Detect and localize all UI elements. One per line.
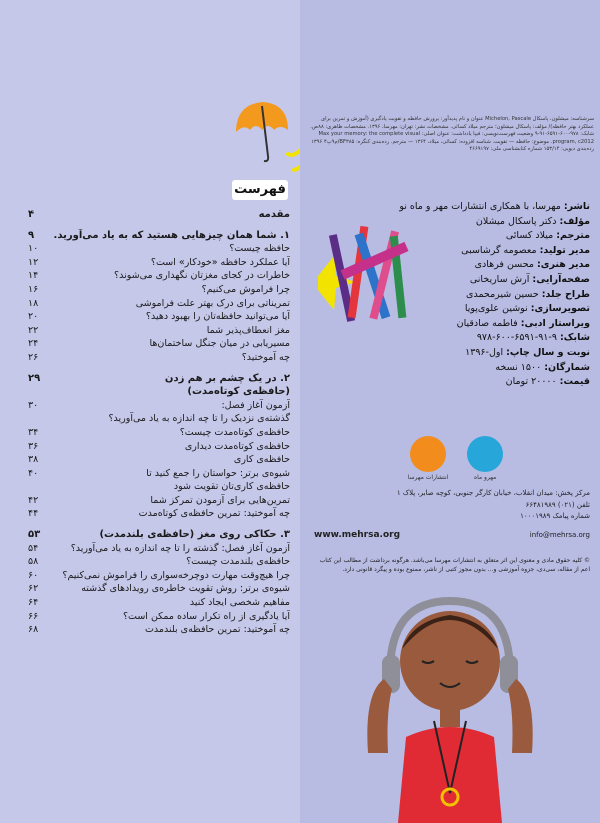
mehromah-logo-icon: [467, 436, 503, 472]
credit-key: شابک:: [559, 332, 590, 344]
toc-page-number: ۲۹: [28, 372, 41, 384]
toc-page-number: ۶۴: [28, 597, 39, 609]
toc-entry-title: شیوه‌ی برتر: روش تقویت خاطره‌ی رویدادهای گذشته: [81, 583, 290, 595]
toc-row: [28, 507, 290, 521]
toc-row: [28, 582, 290, 596]
credit-value: مهرسا، با همکاری انتشارات مهر و ماه نو: [399, 201, 564, 212]
toc-entry-title: حافظه چیست؟: [229, 243, 290, 255]
toc-row: [28, 269, 290, 283]
toc-entry-title: آزمون آغاز فصل: گذشته را تا چه اندازه به یاد می‌آورید؟: [70, 542, 290, 554]
credit-key: مدیر تولید:: [539, 244, 590, 256]
credit-value: نوشین علوی‌پویا: [464, 303, 531, 315]
credit-line: [308, 258, 590, 273]
credit-key: شمارگان:: [544, 361, 590, 373]
mehromah-logo-label: مهرو ماه: [473, 474, 497, 481]
credit-line: [308, 288, 590, 303]
table-of-contents: [28, 208, 290, 637]
credit-value: ۱۵۰۰ نسخه: [495, 361, 545, 373]
toc-entry-title: آزمون آغاز فصل:: [221, 399, 290, 411]
toc-entry-title: ۱. شما همان چیزهایی هستید که به یاد می‌آورید.: [53, 229, 290, 241]
toc-entry-title: چه آموختید؟: [241, 351, 290, 363]
credit-key: مدیر هنری:: [536, 259, 590, 271]
credit-value: معصومه گرشاسبی: [461, 244, 540, 256]
toc-chapter-row: [28, 528, 290, 542]
address: مرکز پخش: میدان انقلاب، خیابان کارگر جنوبی، کوچه صابر، پلاک ۱: [396, 489, 590, 497]
toc-page-number: ۶۲: [28, 583, 39, 595]
credit-value: حسین شیرمحمدی: [466, 288, 542, 300]
publisher-logos: [402, 436, 511, 483]
toc-entry-title: تمرین‌هایی برای آزمودن تمرکز شما: [150, 494, 290, 506]
credit-key: طراح جلد:: [541, 288, 590, 300]
toc-row: [28, 324, 290, 338]
toc-page-number: ۳۸: [28, 454, 39, 466]
toc-row: [28, 412, 290, 426]
credit-value: فاطمه صادقیان: [456, 317, 521, 329]
toc-row: [28, 242, 290, 256]
credit-key: نوبت و سال چاپ:: [506, 346, 590, 358]
credit-value: آرش ساریخانی: [469, 273, 533, 285]
mehrsa-logo-icon: [410, 436, 446, 472]
credit-value: محسن فرهادی: [474, 259, 537, 271]
credit-line: [308, 244, 590, 259]
toc-row: [28, 256, 290, 270]
credit-line: [308, 200, 590, 215]
credit-line: [308, 317, 590, 332]
toc-row: [28, 542, 290, 556]
credit-line: [308, 331, 590, 346]
website-link[interactable]: www.mehrsa.org: [314, 530, 401, 540]
toc-row: [28, 480, 290, 494]
copyright-notice: © کلیه حقوق مادی و معنوی این اثر متعلق به انتشارات مهرسا می‌باشد. هرگونه برداشت از مطالب این کتاب اعم از مقاله، سی‌دی، جزوه آموزشی و... بدون مجوز کتبی از ناشر، ممنوع بوده و پیگرد قانونی دارد.: [319, 557, 590, 573]
toc-row: [28, 297, 290, 311]
credit-line: [308, 229, 590, 244]
credit-key: مؤلف:: [559, 215, 590, 227]
catalog-record: سرشناسه: میشلون، پاسکال Michelon, Pascale عنوان و نام پدیدآور: پرورش حافظه و تقویت یادگیری (آموزش و تمرین برای عملکرد بهتر حافظه)/ مؤلف: پاسکال میشلون؛ مترجم میلاد کسائی. مشخصات نشر: تهران: مهرسا، ۱۳۹۶. مشخصات ظاهری: ۸۸ص. شابک: ۹۷۸-۶۰۰-۶۵۹۱-۹۱-۹ وضعیت فهرست‌نویسی: فیپا یادداشت: عنوان اصلی: Max your memory: the complete visual program, c2012. موضوع: حافظه — تقویت. شناسه افزوده: کسائی، میلاد، ۱۳۶۴ — مترجم. رده‌بندی کنگره: BF۳۸۵/م۹پ۴ ۱۳۹۶ رده‌بندی دیویی: ۱۵۳/۱۴ شماره کتابشناسی ملی: ۴۶۶۹۱۹۷: [310, 116, 594, 153]
toc-row: [28, 596, 290, 610]
toc-page-number: ۵۳: [28, 529, 41, 541]
credit-key: تصویرسازی:: [530, 303, 590, 315]
toc-page-number: ۴۴: [28, 508, 39, 520]
phone-line: [310, 500, 590, 512]
toc-entry-title: مغز انعطاف‌پذیر شما: [206, 324, 290, 336]
toc-page-number: ۶۰: [28, 569, 39, 581]
sms-label: شماره پیامک: [552, 512, 590, 520]
toc-page-number: ۲۴: [28, 338, 39, 350]
toc-chapter-row: [28, 208, 290, 222]
credit-line: [308, 375, 590, 390]
toc-page-number: ۵۸: [28, 556, 39, 568]
toc-entry-title: آیا می‌توانید حافظه‌تان را بهبود دهید؟: [145, 311, 290, 323]
toc-entry-title: چرا هیچ‌وقت مهارت دوچرخه‌سواری را فراموش نمی‌کنیم؟: [62, 569, 290, 581]
toc-page-number: ۳۶: [28, 440, 39, 452]
credit-line: [308, 273, 590, 288]
toc-page-number: ۶۶: [28, 610, 39, 622]
credit-value: میلاد کسائی: [505, 230, 557, 242]
toc-entry-title: چه آموختید: تمرین حافظه‌ی بلندمدت: [144, 624, 290, 636]
credit-value: ۲۰۰۰۰ تومان: [505, 376, 560, 388]
toc-row: [28, 467, 290, 481]
credit-line: [308, 346, 590, 361]
credit-line: [308, 361, 590, 376]
credit-value: اول-۱۳۹۶: [465, 346, 507, 358]
contact-info: [310, 488, 590, 540]
toc-row: [28, 351, 290, 365]
toc-entry-title: ۲. در یک چشم بر هم زدن: [164, 372, 290, 384]
toc-page-number: ۹: [28, 229, 35, 241]
toc-page-number: ۳۴: [28, 426, 39, 438]
toc-page-number: ۱۲: [28, 256, 39, 268]
credit-key: ویراستار ادبی:: [520, 317, 590, 329]
toc-page-number: ۳۰: [28, 399, 39, 411]
toc-row: [28, 453, 290, 467]
toc-entry-title: حافظه‌ی کاری: [233, 454, 290, 466]
toc-page-number: ۱۸: [28, 297, 39, 309]
toc-page-number: ۲۰: [28, 311, 39, 323]
toc-page-number: ۲۶: [28, 351, 39, 363]
toc-entry-title: گذشته‌ی نزدیک را تا چه اندازه به یاد می‌آورید؟: [108, 413, 290, 425]
toc-entry-title: چه آموختید: تمرین حافظه‌ی کوتاه‌مدت: [138, 508, 290, 520]
toc-title: فهرست: [232, 180, 288, 200]
toc-entry-title: ۳. حکاکی روی مغز (حافظه‌ی بلندمدت): [99, 529, 290, 541]
credit-key: ناشر:: [563, 201, 590, 212]
toc-entry-title: مفاهیم شخصی ایجاد کنید: [189, 597, 290, 609]
toc-row: [28, 494, 290, 508]
credits-list: [308, 200, 590, 390]
toc-row: [28, 283, 290, 297]
toc-entry-title: چرا فراموش می‌کنیم؟: [201, 283, 290, 295]
toc-entry-title: حافظه‌ی کوتاه‌مدت دیداری: [184, 440, 290, 452]
toc-entry-title: مقدمه: [258, 209, 290, 220]
toc-row: [28, 555, 290, 569]
toc-row: [28, 399, 290, 413]
headphone-person-illustration: [360, 593, 540, 823]
toc-page-number: ۱۰: [28, 243, 39, 255]
toc-row: [28, 337, 290, 351]
phone-label: تلفن: [576, 500, 590, 509]
credit-key: قیمت:: [559, 376, 590, 388]
toc-row: [28, 426, 290, 440]
toc-page-number: ۴: [28, 209, 35, 220]
toc-row: [28, 310, 290, 324]
credit-line: [308, 215, 590, 230]
toc-entry-title: حافظه‌ی کوتاه‌مدت چیست؟: [179, 426, 290, 438]
toc-page-number: ۱۶: [28, 283, 39, 295]
toc-row: [28, 623, 290, 637]
sms-line: [310, 511, 590, 523]
toc-page-number: ۴۰: [28, 467, 39, 479]
toc-page-number: ۵۴: [28, 542, 39, 554]
toc-entry-title: (حافظه‌ی کوتاه‌مدت): [187, 386, 290, 398]
toc-entry-title: خاطرات در کجای مغزتان نگهداری می‌شوند؟: [114, 270, 290, 282]
credit-key: صفحه‌آرایی:: [532, 273, 590, 285]
toc-page-number: ۴۲: [28, 494, 39, 506]
toc-entry-title: مسیریابی در میان جنگل ساختمان‌ها: [149, 338, 290, 350]
toc-page-number: ۶۸: [28, 624, 39, 636]
toc-row: [28, 440, 290, 454]
mehrsa-logo-label: انتشارات مهرسا: [407, 474, 449, 481]
credit-value: ۹-۹۱-۶۵۹۱-۶۰۰-۹۷۸: [476, 332, 560, 344]
toc-chapter-row: [28, 385, 290, 399]
sms-number: ۱۰۰۰۱۹۸۹: [520, 512, 551, 520]
toc-entry-title: شیوه‌ی برتر: حواستان را جمع کنید تا: [146, 467, 290, 479]
phone-number: (۰۲۱) ۶۶۴۸۱۹۸۹: [525, 500, 575, 509]
toc-entry-title: حافظه‌ی کاری‌تان تقویت شود: [173, 481, 290, 493]
toc-entry-title: تمریناتی برای درک بهتر علت فراموشی: [135, 297, 290, 309]
toc-entry-title: حافظه‌ی بلندمدت چیست؟: [186, 556, 290, 568]
credit-line: [308, 302, 590, 317]
toc-row: [28, 610, 290, 624]
email-link[interactable]: info@mehrsa.org: [529, 531, 590, 539]
credit-value: دکتر پاسکال میشلان: [475, 215, 560, 227]
credit-key: مترجم:: [556, 230, 590, 242]
toc-page-number: ۲۲: [28, 324, 39, 336]
toc-entry-title: آیا عملکرد حافظه «خودکار» است؟: [150, 256, 290, 268]
toc-page-number: ۱۴: [28, 270, 39, 282]
toc-entry-title: آیا یادگیری از راه تکرار ساده ممکن است؟: [122, 610, 290, 622]
toc-chapter-row: [28, 372, 290, 386]
toc-chapter-row: [28, 229, 290, 243]
toc-row: [28, 569, 290, 583]
